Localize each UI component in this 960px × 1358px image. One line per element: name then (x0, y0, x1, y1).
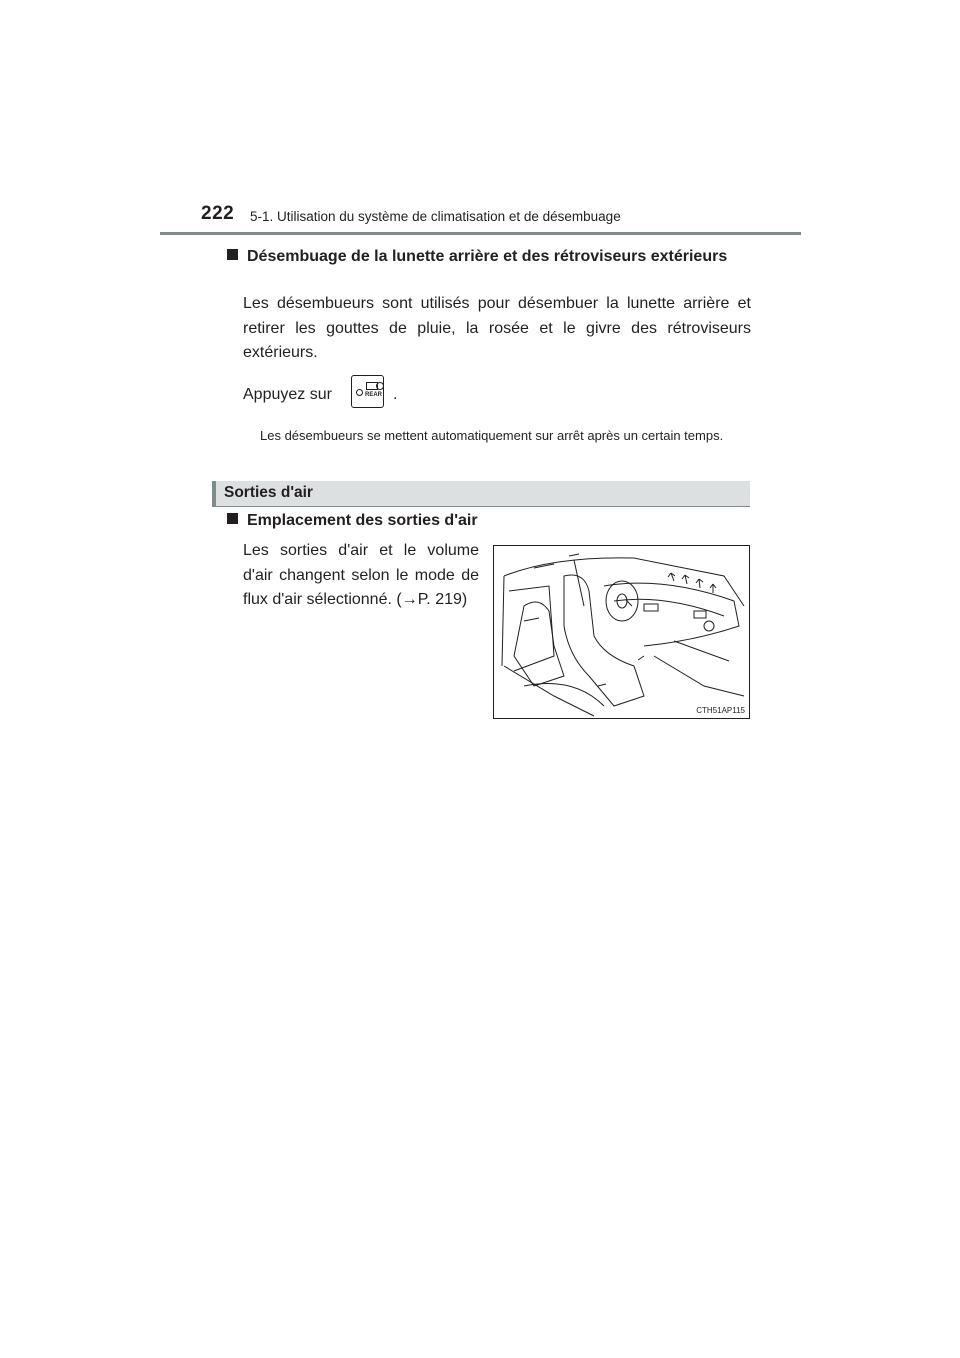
defog-paragraph: Les désembueurs sont utilisés pour désembuer la lunette arrière et retirer les gouttes de pluie, la rosée et le givre des rétroviseurs extérieurs. (243, 295, 751, 361)
car-interior-drawing (494, 546, 750, 719)
defog-note: Les désembueurs se mettent automatiquement sur arrêt après un certain temps. (260, 428, 724, 443)
vents-paragraph: Les sorties d'air et le volume d'air changent selon le mode de flux d'air sélectionné. (→P. 219) (243, 542, 479, 608)
mirror-icon (376, 382, 384, 390)
vents-heading (227, 512, 478, 530)
rear-label: REAR (365, 392, 383, 398)
vents-heading-text: Emplacement des sorties d'air (247, 512, 478, 529)
bullet-square-icon (227, 249, 238, 260)
bullet-square-icon (227, 513, 238, 524)
figure-code: CTH51AP115 (696, 706, 745, 715)
section-accent (212, 481, 216, 506)
indicator-light-icon (356, 389, 363, 396)
car-interior-illustration (493, 545, 750, 719)
rear-defogger-button-icon (351, 375, 384, 408)
header-rule (160, 232, 801, 235)
defog-heading (227, 244, 752, 269)
press-instruction: Appuyez sur (243, 386, 332, 403)
press-suffix: . (393, 386, 398, 403)
section-header-vents (212, 481, 750, 507)
page-number: 222 (201, 203, 235, 224)
section-title: Sorties d'air (224, 484, 313, 501)
defog-heading-text: Désembuage de la lunette arrière et des rétroviseurs extérieurs (247, 248, 728, 265)
chapter-title: 5-1. Utilisation du système de climatisation et de désembuage (250, 209, 621, 224)
